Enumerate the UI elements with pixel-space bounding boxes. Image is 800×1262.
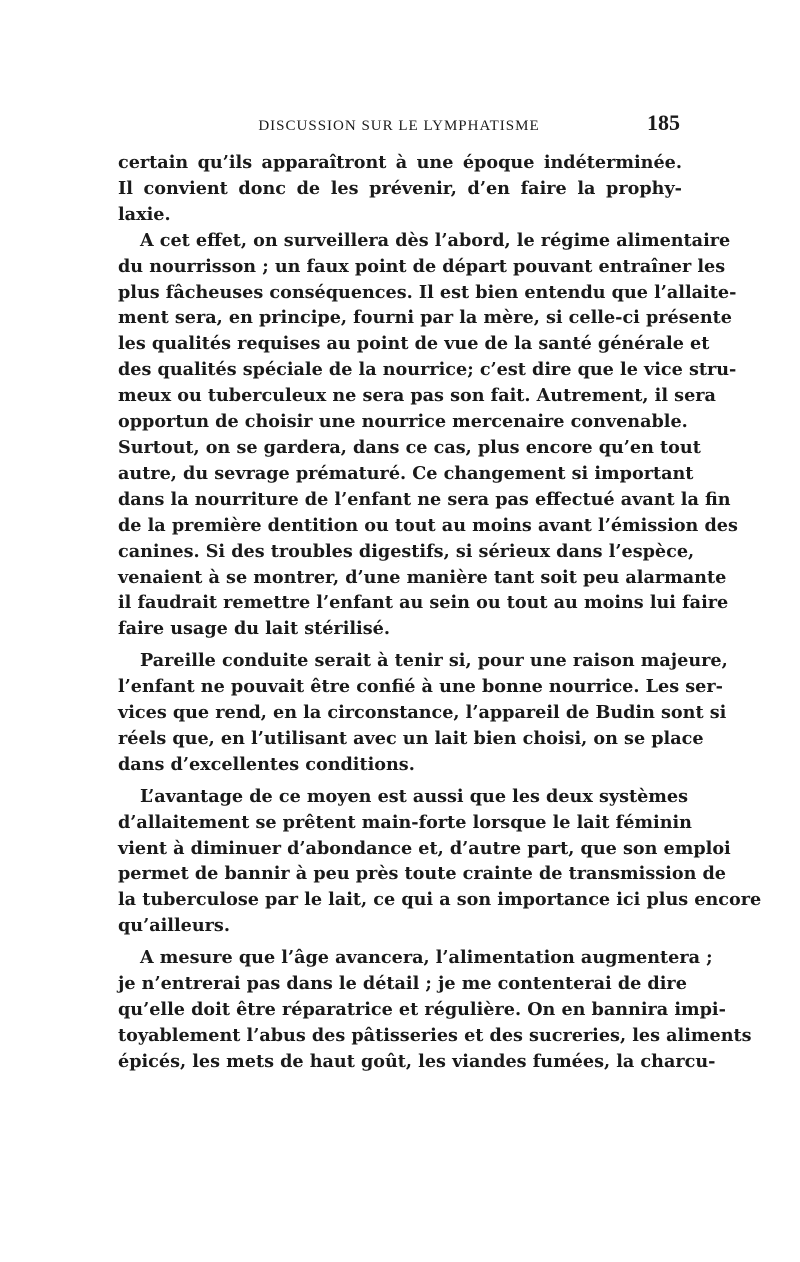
text-line: Surtout, on se gardera, dans ce cas, plus encore qu’en tout [118, 436, 701, 458]
running-title: DISCUSSION SUR LE LYMPHATISME [258, 118, 540, 134]
text-line: je n’entrerai pas dans le détail ; je me contenterai de dire [118, 973, 687, 995]
text-line: Il convient donc de les prévenir, d’en faire la prophy- [118, 177, 682, 199]
text-line: toyablement l’abus des pâtisseries et des sucreries, les aliments [118, 1024, 752, 1046]
text-line: il faudrait remettre l’enfant au sein ou tout au moins lui faire [118, 592, 729, 614]
text-line: L’avantage de ce moyen est aussi que les deux systèmes [140, 785, 689, 807]
text-line: la tuberculose par le lait, ce qui a son importance ici plus encore [118, 889, 762, 911]
text-line: d’allaitement se prêtent main-forte lorsque le lait féminin [118, 811, 692, 833]
text-line: venaient à se montrer, d’une manière tant soit peu alarmante [118, 566, 727, 588]
text-line: de la première dentition ou tout au moins avant l’émission des [118, 514, 738, 536]
text-line: laxie. [118, 203, 171, 225]
text-line: certain qu’ils apparaîtront à une époque indéterminée. [118, 152, 682, 173]
text-line: ment sera, en principe, fourni par la mère, si celle-ci présente [118, 307, 732, 329]
text-line: du nourrisson ; un faux point de départ pouvant entraîner les [118, 255, 726, 277]
page-number: 185 [647, 110, 680, 135]
text-line: vient à diminuer d’abondance et, d’autre part, que son emploi [118, 837, 731, 859]
text-line: vices que rend, en la circonstance, l’appareil de Budin sont si [118, 702, 727, 724]
text-line: A mesure que l’âge avancera, l’alimentation augmentera ; [140, 947, 713, 969]
text-line: des qualités spéciale de la nourrice; c’est dire que le vice stru- [118, 359, 737, 381]
text-line: épicés, les mets de haut goût, les viandes fumées, la charcu- [118, 1050, 716, 1072]
text-line: dans la nourriture de l’enfant ne sera pas effectué avant la fin [118, 488, 731, 510]
text-line: opportun de choisir une nourrice mercenaire convenable. [118, 411, 688, 433]
text-line: permet de bannir à peu près toute crainte de transmission de [118, 863, 726, 885]
text-line: meux ou tuberculeux ne sera pas son fait. Autrement, il sera [118, 385, 716, 407]
text-line: faire usage du lait stérilisé. [118, 618, 390, 640]
text-line: autre, du sevrage prématuré. Ce changement si important [118, 462, 694, 484]
text-line: l’enfant ne pouvait être confié à une bonne nourrice. Les ser- [118, 676, 723, 698]
text-line: réels que, en l’utilisant avec un lait bien choisi, on se place [118, 727, 704, 749]
text-line: qu’elle doit être réparatrice et régulière. On en bannira impi- [118, 999, 726, 1020]
text-line: les qualités requises au point de vue de la santé générale et [118, 333, 710, 355]
running-head [118, 110, 680, 140]
body-text [118, 150, 762, 1075]
text-line: dans d’excellentes conditions. [118, 753, 415, 775]
text-line: canines. Si des troubles digestifs, si sérieux dans l’espèce, [118, 540, 695, 562]
text-line: plus fâcheuses conséquences. Il est bien entendu que l’allaite- [118, 281, 737, 303]
text-line: A cet effet, on surveillera dès l’abord, le régime alimentaire [140, 229, 731, 251]
text-line: Pareille conduite serait à tenir si, pour une raison majeure, [140, 650, 728, 672]
text-line: qu’ailleurs. [118, 915, 230, 937]
